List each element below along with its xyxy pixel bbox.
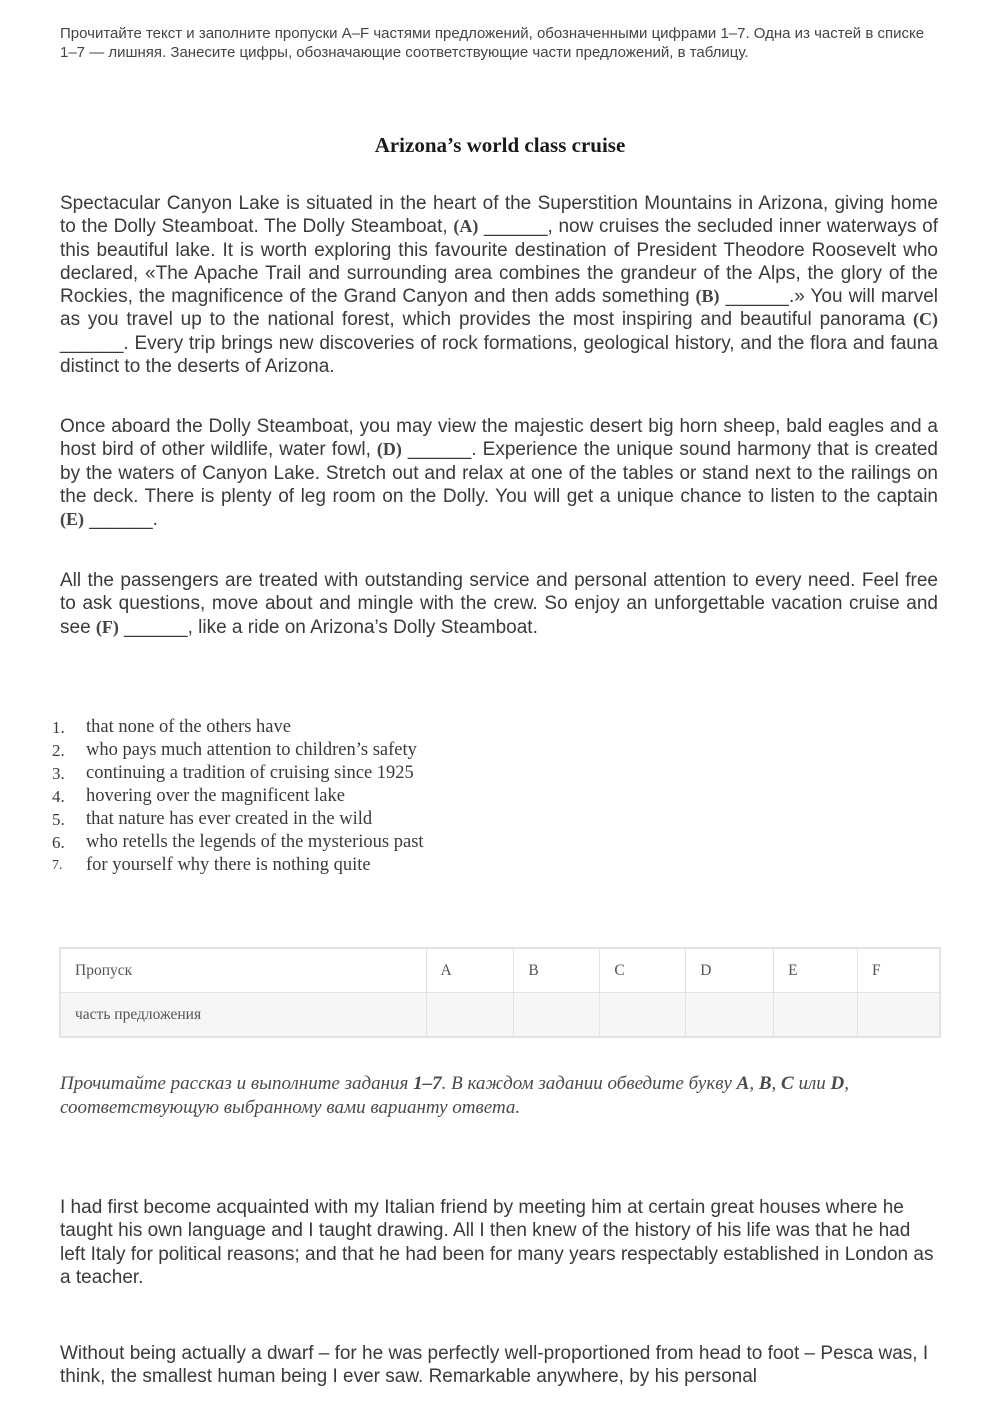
- table-header-cell: D: [686, 949, 774, 993]
- table-header-label: Пропуск: [61, 949, 427, 993]
- table-row: [61, 949, 940, 993]
- answer-table: [60, 948, 940, 1037]
- text-paragraph-1: Spectacular Canyon Lake is situated in the heart of the Superstition Mountains in Arizona, giving home to the Dolly Steamboat. The Dolly Steamboat, (A) ______, now cruises the secluded inner waterways of this beautiful lake. It is worth exploring this favourite destination of President Theodore Roosevelt who declared, «The Apache Trail and surrounding area combines the grandeur of the Alps, the glory of the Rockies, the magnificence of the Grand Canyon and then adds something (B) ______.» You will marvel as you travel up to the national forest, which provides the most inspiring and beautiful panorama (C) ______. Every trip brings new discoveries of rock formations, geological history, and the flora and fauna distinct to the deserts of Arizona.: [60, 193, 938, 378]
- table-header-cell: B: [514, 949, 600, 993]
- story-paragraph-2: Without being actually a dwarf – for he was perfectly well-proportioned from head to foot – Pesca was, I think, the smallest human being I ever saw. Remarkable anywhere, by his personal: [60, 1343, 929, 1388]
- gap-label-c: (C): [913, 309, 938, 330]
- task-instruction: Прочитайте текст и заполните пропуски A–F частями предложений, обозначенными цифрами 1–7. Одна из частей в списке 1–7 — лишняя. Занесите цифры, обозначающие соответствующие части предложений, в таблицу.: [60, 25, 925, 61]
- list-item: 1. that none of the others have: [52, 717, 291, 737]
- table-header-cell: F: [858, 949, 940, 993]
- list-item: 2. who pays much attention to children’s safety: [52, 740, 417, 760]
- table-header-cell: C: [600, 949, 686, 993]
- table-row-label: часть предложения: [61, 993, 427, 1037]
- list-item: 4. hovering over the magnificent lake: [52, 786, 345, 806]
- table-header-cell: E: [774, 949, 858, 993]
- options-list: [52, 716, 424, 877]
- list-item: 6. who retells the legends of the mysterious past: [52, 832, 424, 852]
- gap-label-b: (B): [695, 286, 720, 307]
- gap-label-f: (F): [95, 616, 119, 637]
- text-paragraph-2: Once aboard the Dolly Steamboat, you may view the majestic desert big horn sheep, bald eagles and a host bird of other wildlife, water fowl, (D) ______. Experience the unique sound harmony that is created by the waters of Canyon Lake. Stretch out and relax at one of the tables or stand next to the railings on the deck. There is plenty of leg room on the Dolly. You will get a unique chance to listen to the captain (E) ______.: [60, 416, 938, 531]
- answer-cell-f[interactable]: [858, 993, 940, 1037]
- list-item: 5. that nature has ever created in the wild: [52, 809, 373, 829]
- text-title: Arizona’s world class cruise: [374, 133, 626, 157]
- list-item: 7. for yourself why there is nothing quite: [52, 855, 371, 875]
- task2-instruction: Прочитайте рассказ и выполните задания 1–7. В каждом задании обведите букву A, B, C или D, соответствующую выбранному вами варианту ответа.: [60, 1073, 849, 1118]
- answer-cell-c[interactable]: [600, 993, 686, 1037]
- table-header-cell: A: [426, 949, 514, 993]
- gap-label-d: (D): [376, 439, 402, 460]
- text-paragraph-3: All the passengers are treated with outstanding service and personal attention to every need. Feel free to ask questions, move about and mingle with the crew. So enjoy an unforgettable vacation cruise and see (F) ______, like a ride on Arizona’s Dolly Steamboat.: [60, 570, 938, 638]
- answer-cell-b[interactable]: [514, 993, 600, 1037]
- gap-label-a: (A): [453, 216, 479, 237]
- answer-cell-d[interactable]: [686, 993, 774, 1037]
- answer-cell-e[interactable]: [774, 993, 858, 1037]
- story-paragraph-1: I had first become acquainted with my Italian friend by meeting him at certain great houses where he taught his own language and I taught drawing. All I then knew of the history of his life was that he had left Italy for political reasons; and that he had been for many years respectably established in London as a teacher.: [60, 1197, 934, 1288]
- table-row: [61, 993, 940, 1037]
- list-item: 3. continuing a tradition of cruising since 1925: [52, 763, 414, 783]
- gap-label-e: (E): [60, 509, 84, 530]
- answer-cell-a[interactable]: [426, 993, 514, 1037]
